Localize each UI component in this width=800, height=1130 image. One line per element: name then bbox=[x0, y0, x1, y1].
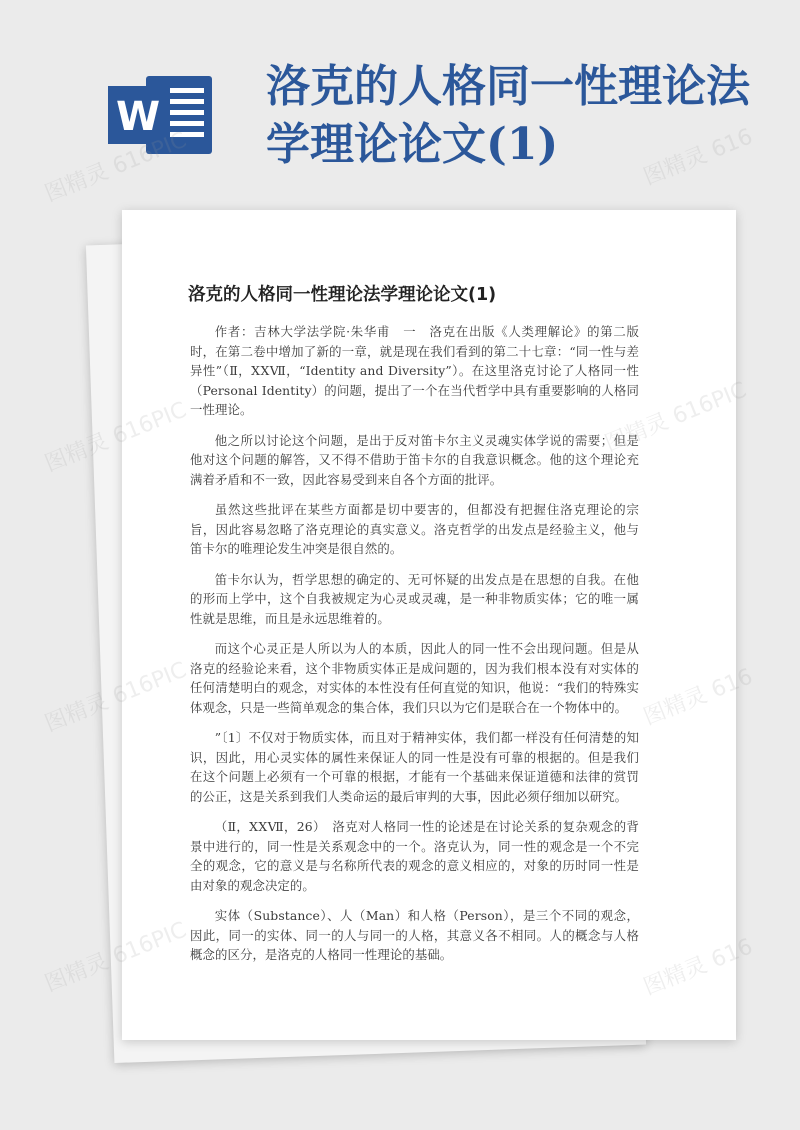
watermark: 图精灵 616PIC bbox=[41, 127, 191, 208]
paragraph-4: 笛卡尔认为，哲学思想的确定的、无可怀疑的出发点是在思想的自我。在他的形而上学中，这个自我被规定为心灵或灵魂，是一种非物质实体；它的唯一属性就是思维，而且是永远思维着的。 bbox=[190, 571, 639, 626]
paragraph-7: （Ⅱ，ⅩⅩⅦ，26） 洛克对人格同一性的论述是在讨论关系的复杂观念的背景中进行的，同一性是关系观念中的一个。洛克认为，同一性的观念是一个不完全的观念，它的意义是与名称所代表的观念的意义相应的，对象的历时同一性是由对象的观念决定的。 bbox=[190, 819, 639, 893]
word-icon-letter: W bbox=[115, 94, 161, 140]
paragraph-1: 作者：吉林大学法学院·朱华甫 一 洛克在出版《人类理解论》的第二版时，在第二卷中增加了新的一章，就是现在我们看到的第二十七章：“同一性与差异性”（Ⅱ，ⅩⅩⅦ，“Identity and Diversity”）。在这里洛克讨论了人格同一性（Personal Identity）的问题，提出了一个在当代哲学中具有重要影响的人格同一性理论。 bbox=[190, 324, 639, 417]
watermark: 图精灵 616 bbox=[640, 124, 757, 191]
paragraph-8: 实体（Substance）、人（Man）和人格（Person），是三个不同的观念，因此，同一的实体、同一的人与同一的人格，其意义各不相同。人的概念与人格概念的区分，是洛克的人格同一性理论的基础。 bbox=[190, 908, 639, 962]
watermark: 图精灵 bbox=[41, 429, 113, 478]
header-title: 洛克的人格同一性理论法学理论论文(1) bbox=[266, 61, 750, 170]
watermark: 图精灵 bbox=[41, 949, 113, 998]
paragraph-6: ”〔1〕不仅对于物质实体，而且对于精神实体，我们都一样没有任何清楚的知识，因此，用心灵实体的属性来保证人的同一性是没有可靠的根据的。但是我们在这个问题上必须有一个可靠的根据，才能有一个基础来保证道德和法律的赏罚的公正，这是关系到我们人类命运的最后审判的大事，因此必须仔细加以研究。 bbox=[190, 730, 639, 804]
paragraph-5: 而这个心灵正是人所以为人的本质，因此人的同一性不会出现问题。但是从洛克的经验论来看，这个非物质实体正是成问题的，因为我们根本没有对实体的任何清楚明白的观念，对实体的本性没有任何直觉的知识，他说：“我们的特殊实体观念，只是一些简单观念的集合体，我们只以为它们是联合在一个物体中的。 bbox=[190, 641, 639, 715]
paragraph-3: 虽然这些批评在某些方面都是切中要害的，但都没有把握住洛克理论的宗旨，因此容易忽略了洛克理论的真实意义。洛克哲学的出发点是经验主义，他与笛卡尔的唯理论发生冲突是很自然的。 bbox=[190, 502, 639, 556]
document-body bbox=[190, 322, 639, 976]
paragraph-2: 他之所以讨论这个问题，是出于反对笛卡尔主义灵魂实体学说的需要；但是他对这个问题的解答，又不得不借助于笛卡尔的自我意识概念。他的这个理论充满着矛盾和不一致，因此容易受到来自各个方面的批评。 bbox=[190, 432, 639, 487]
word-icon bbox=[108, 70, 214, 160]
watermark: 图精灵 bbox=[41, 689, 113, 738]
document-title: 洛克的人格同一性理论法学理论论文(1) bbox=[188, 285, 497, 305]
